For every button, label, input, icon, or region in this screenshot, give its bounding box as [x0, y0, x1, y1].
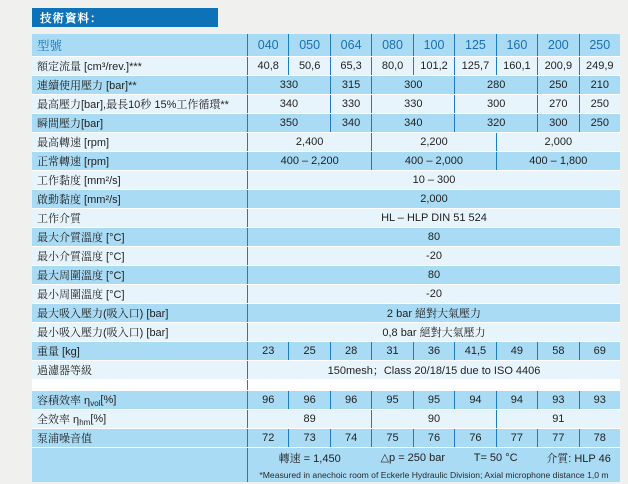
label-unit: [%] — [100, 394, 117, 406]
model-header-cell: 080 — [371, 34, 412, 56]
table-cell: 340 — [247, 95, 330, 113]
row-volumetric-efficiency — [32, 390, 620, 409]
table-cell: 23 — [247, 342, 288, 360]
table-cell: HL – HLP DIN 51 524 — [247, 209, 620, 227]
table-cell: 94 — [454, 391, 495, 409]
model-header-cell: 160 — [496, 34, 537, 56]
test-condition-medium: 介質: HLP 46 — [546, 452, 611, 465]
row-model-header — [32, 34, 620, 56]
row-rated-flow — [32, 56, 620, 75]
table-cell: 340 — [330, 114, 371, 132]
table-cell: 31 — [371, 342, 412, 360]
table-cell: 76 — [413, 429, 454, 447]
table-cell: 2,000 — [247, 190, 620, 208]
row-label — [32, 448, 247, 467]
test-condition-speed: 轉速 = 1,450 — [247, 448, 371, 467]
table-cell: -20 — [247, 285, 620, 303]
row-label: 最大吸入壓力(吸入口) [bar] — [37, 308, 169, 320]
section-title: 技術資料： — [40, 12, 103, 25]
table-cell: 125,7 — [454, 57, 495, 75]
row-label — [32, 410, 247, 428]
row-label: 工作黏度 [mm²/s] — [37, 175, 121, 187]
row-pump-noise — [32, 428, 620, 447]
row-label: 型號 — [37, 39, 63, 53]
row-continuous-pressure — [32, 75, 620, 94]
row-label: 啟動黏度 [mm²/s] — [37, 194, 121, 206]
label-subscript: vol — [90, 398, 101, 408]
table-cell: 41,5 — [454, 342, 495, 360]
row-footnote — [32, 467, 620, 482]
table-cell: 300 — [537, 114, 578, 132]
table-cell: 75 — [371, 429, 412, 447]
label-text: 全效率 η — [37, 414, 80, 426]
row-startup-viscosity — [32, 189, 620, 208]
table-cell: 36 — [413, 342, 454, 360]
table-cell: 250 — [537, 76, 578, 94]
table-cell: 72 — [247, 429, 288, 447]
section-banner — [32, 8, 218, 27]
table-cell: 320 — [454, 114, 537, 132]
technical-data-table — [32, 34, 620, 482]
row-max-ambient-temp — [32, 265, 620, 284]
table-cell: 96 — [330, 391, 371, 409]
table-cell: 74 — [330, 429, 371, 447]
row-label: 最大周圍溫度 [°C] — [37, 270, 125, 282]
table-cell: 49 — [496, 342, 537, 360]
table-cell: 77 — [537, 429, 578, 447]
test-condition-delta-p: △p = 250 bar — [380, 452, 445, 464]
row-label: 最高壓力[bar],最長10秒 15%工作循環** — [37, 99, 229, 111]
model-header-cell: 064 — [330, 34, 371, 56]
row-label: 過濾器等級 — [37, 365, 92, 377]
row-normal-speed — [32, 151, 620, 170]
row-label: 泵浦噪音值 — [37, 433, 92, 445]
row-filter-grade — [32, 360, 620, 379]
row-label: 最大介質溫度 [°C] — [37, 232, 125, 244]
table-cell: 280 — [454, 76, 537, 94]
table-cell: 249,9 — [579, 57, 620, 75]
label-text: 容積效率 η — [37, 395, 91, 407]
row-label: 瞬間壓力[bar] — [37, 118, 104, 130]
table-cell: 0,8 bar 絕對大氣壓力 — [247, 323, 620, 341]
table-cell: 2,400 — [247, 133, 371, 151]
table-cell: 315 — [330, 76, 371, 94]
table-cell: 160,1 — [496, 57, 537, 75]
table-gap — [32, 379, 620, 390]
table-cell: 330 — [330, 95, 371, 113]
table-cell: 95 — [413, 391, 454, 409]
table-cell: 400 – 2,200 — [247, 152, 371, 170]
table-cell: 101,2 — [413, 57, 454, 75]
table-cell: 400 – 1,800 — [496, 152, 620, 170]
row-label: 最高轉速 [rpm] — [37, 137, 110, 149]
table-cell: 76 — [454, 429, 495, 447]
test-condition-temperature: T= 50 °C — [473, 451, 518, 464]
table-cell: 93 — [579, 391, 620, 409]
gap-cell — [247, 380, 620, 390]
table-cell: 91 — [496, 410, 620, 428]
table-cell: 400 – 2,000 — [371, 152, 495, 170]
table-cell: 25 — [288, 342, 329, 360]
table-cell: 300 — [371, 76, 454, 94]
table-cell: 28 — [330, 342, 371, 360]
table-cell: 96 — [247, 391, 288, 409]
model-header-cell: 040 — [247, 34, 288, 56]
row-min-ambient-temp — [32, 284, 620, 303]
table-cell: 95 — [371, 391, 412, 409]
row-min-medium-temp — [32, 246, 620, 265]
table-cell: 77 — [496, 429, 537, 447]
table-cell: 350 — [247, 114, 330, 132]
model-header-cell: 050 — [288, 34, 329, 56]
table-cell: 150mesh；Class 20/18/15 due to ISO 4406 — [247, 361, 620, 379]
table-cell: 80 — [247, 228, 620, 246]
row-max-speed — [32, 132, 620, 151]
table-cell: 89 — [247, 410, 371, 428]
row-test-conditions — [32, 447, 620, 467]
row-label: 最小周圍溫度 [°C] — [37, 289, 125, 301]
table-cell: 73 — [288, 429, 329, 447]
row-max-medium-temp — [32, 227, 620, 246]
footnote-text: *Measured in anechoic room of Eckerle Hydraulic Division; Axial microphone distance 1,0 m — [247, 467, 620, 482]
model-header-cell: 125 — [454, 34, 495, 56]
table-cell: 2,200 — [371, 133, 495, 151]
model-header-cell: 200 — [537, 34, 578, 56]
table-cell: 58 — [537, 342, 578, 360]
table-cell: 2,000 — [496, 133, 620, 151]
label-subscript: hm — [79, 417, 91, 427]
table-cell: 69 — [579, 342, 620, 360]
row-label: 正常轉速 [rpm] — [37, 156, 110, 168]
row-label: 最小介質溫度 [°C] — [37, 251, 125, 263]
table-cell: 90 — [371, 410, 495, 428]
row-label — [32, 391, 247, 409]
row-working-viscosity — [32, 170, 620, 189]
table-cell: 78 — [579, 429, 620, 447]
table-cell: 2 bar 絕對大氣壓力 — [247, 304, 620, 322]
table-cell: 40,8 — [247, 57, 288, 75]
gap-label — [32, 380, 247, 390]
model-header-cell: 100 — [413, 34, 454, 56]
row-min-suction-pressure — [32, 322, 620, 341]
label-unit: [%] — [90, 413, 107, 425]
row-label: 最小吸入壓力(吸入口) [bar] — [37, 327, 169, 339]
row-label: 工作介質 — [37, 213, 81, 225]
table-cell: 93 — [537, 391, 578, 409]
table-cell: 50,6 — [288, 57, 329, 75]
table-cell: 10 – 300 — [247, 171, 620, 189]
table-cell: 80 — [247, 266, 620, 284]
table-cell: 94 — [496, 391, 537, 409]
row-working-medium — [32, 208, 620, 227]
row-weight — [32, 341, 620, 360]
row-max-pressure — [32, 94, 620, 113]
row-max-suction-pressure — [32, 303, 620, 322]
row-label: 額定流量 [cm³/rev.]*** — [37, 61, 142, 73]
row-label: 重量 [kg] — [37, 346, 80, 358]
table-cell: 300 — [454, 95, 537, 113]
table-cell: 200,9 — [537, 57, 578, 75]
table-cell: 340 — [371, 114, 454, 132]
table-cell: 80,0 — [371, 57, 412, 75]
table-cell: 96 — [288, 391, 329, 409]
table-cell: 270 — [537, 95, 578, 113]
row-instant-pressure — [32, 113, 620, 132]
table-cell: 330 — [371, 95, 454, 113]
row-overall-efficiency — [32, 409, 620, 428]
row-label: 連續使用壓力 [bar]** — [37, 80, 137, 92]
table-cell: 250 — [579, 114, 620, 132]
table-cell: 210 — [579, 76, 620, 94]
table-cell: 330 — [247, 76, 330, 94]
model-header-cell: 250 — [579, 34, 620, 56]
table-cell: -20 — [247, 247, 620, 265]
table-cell: 250 — [579, 95, 620, 113]
table-cell: 65,3 — [330, 57, 371, 75]
